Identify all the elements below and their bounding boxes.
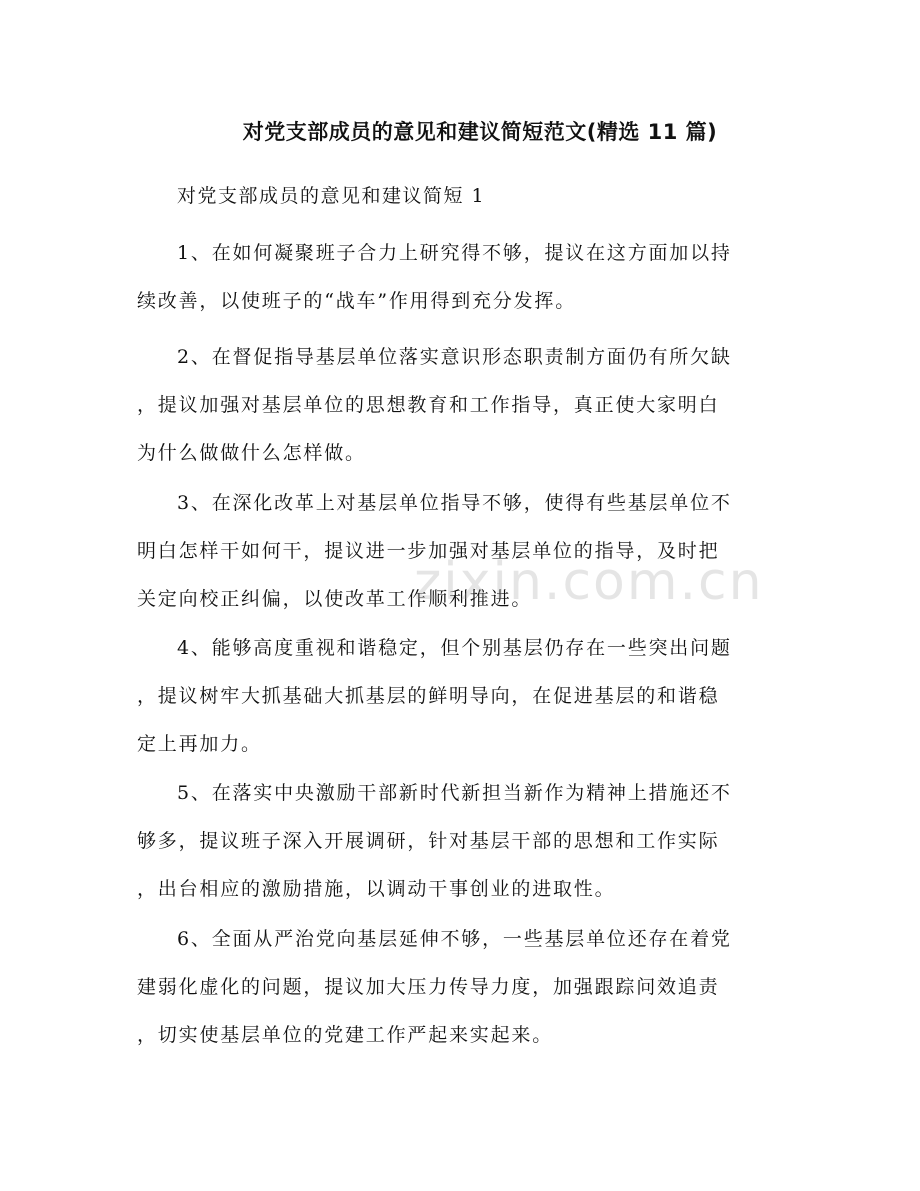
- paragraph-line: 1、在如何凝聚班子合力上研究得不够，提议在这方面加以持: [177, 242, 732, 264]
- paragraph-line: 续改善，以使班子的“战车”作用得到充分发挥。: [137, 290, 577, 312]
- paragraph-line: 关定向校正纠偏，以使改革工作顺利推进。: [137, 588, 533, 610]
- paragraph-2: [137, 333, 787, 477]
- paragraph-4: [137, 624, 787, 768]
- paragraph-line: 定上再加力。: [137, 733, 262, 755]
- paragraph-line: 4、能够高度重视和谐稳定，但个别基层仍存在一些突出问题: [177, 637, 732, 659]
- document-title: 对党支部成员的意见和建议简短范文(精选 11 篇): [242, 120, 718, 144]
- paragraph-line: 6、全面从严治党向基层延伸不够，一些基层单位还存在着党: [177, 928, 732, 950]
- paragraph-line: 明白怎样干如何干，提议进一步加强对基层单位的指导，及时把: [137, 540, 720, 562]
- paragraph-line: ，提议加强对基层单位的思想教育和工作指导，真正使大家明白: [137, 394, 720, 416]
- paragraph-5: [137, 769, 787, 913]
- paragraph-line: ，出台相应的激励措施，以调动干事创业的进取性。: [137, 878, 616, 900]
- section-subtitle: 对党支部成员的意见和建议简短 1: [177, 185, 486, 207]
- paragraph-line: 3、在深化改革上对基层单位指导不够，使得有些基层单位不: [177, 492, 732, 514]
- paragraph-line: 为什么做做什么怎样做。: [137, 442, 366, 464]
- paragraph-line: ，提议树牢大抓基础大抓基层的鲜明导向，在促进基层的和谐稳: [137, 685, 720, 707]
- paragraph-line: 够多，提议班子深入开展调研，针对基层干部的思想和工作实际: [137, 830, 720, 852]
- paragraph-6: [137, 915, 787, 1059]
- paragraph-line: 2、在督促指导基层单位落实意识形态职责制方面仍有所欠缺: [177, 346, 732, 368]
- paragraph-line: ，切实使基层单位的党建工作严起来实起来。: [137, 1024, 554, 1046]
- paragraph-1: [137, 229, 787, 325]
- watermark-text: zixin.com.cn: [414, 552, 764, 612]
- paragraph-3: [137, 479, 787, 623]
- paragraph-line: 建弱化虚化的问题，提议加大压力传导力度，加强跟踪问效追责: [137, 976, 720, 998]
- paragraph-line: 5、在落实中央激励干部新时代新担当新作为精神上措施还不: [177, 782, 732, 804]
